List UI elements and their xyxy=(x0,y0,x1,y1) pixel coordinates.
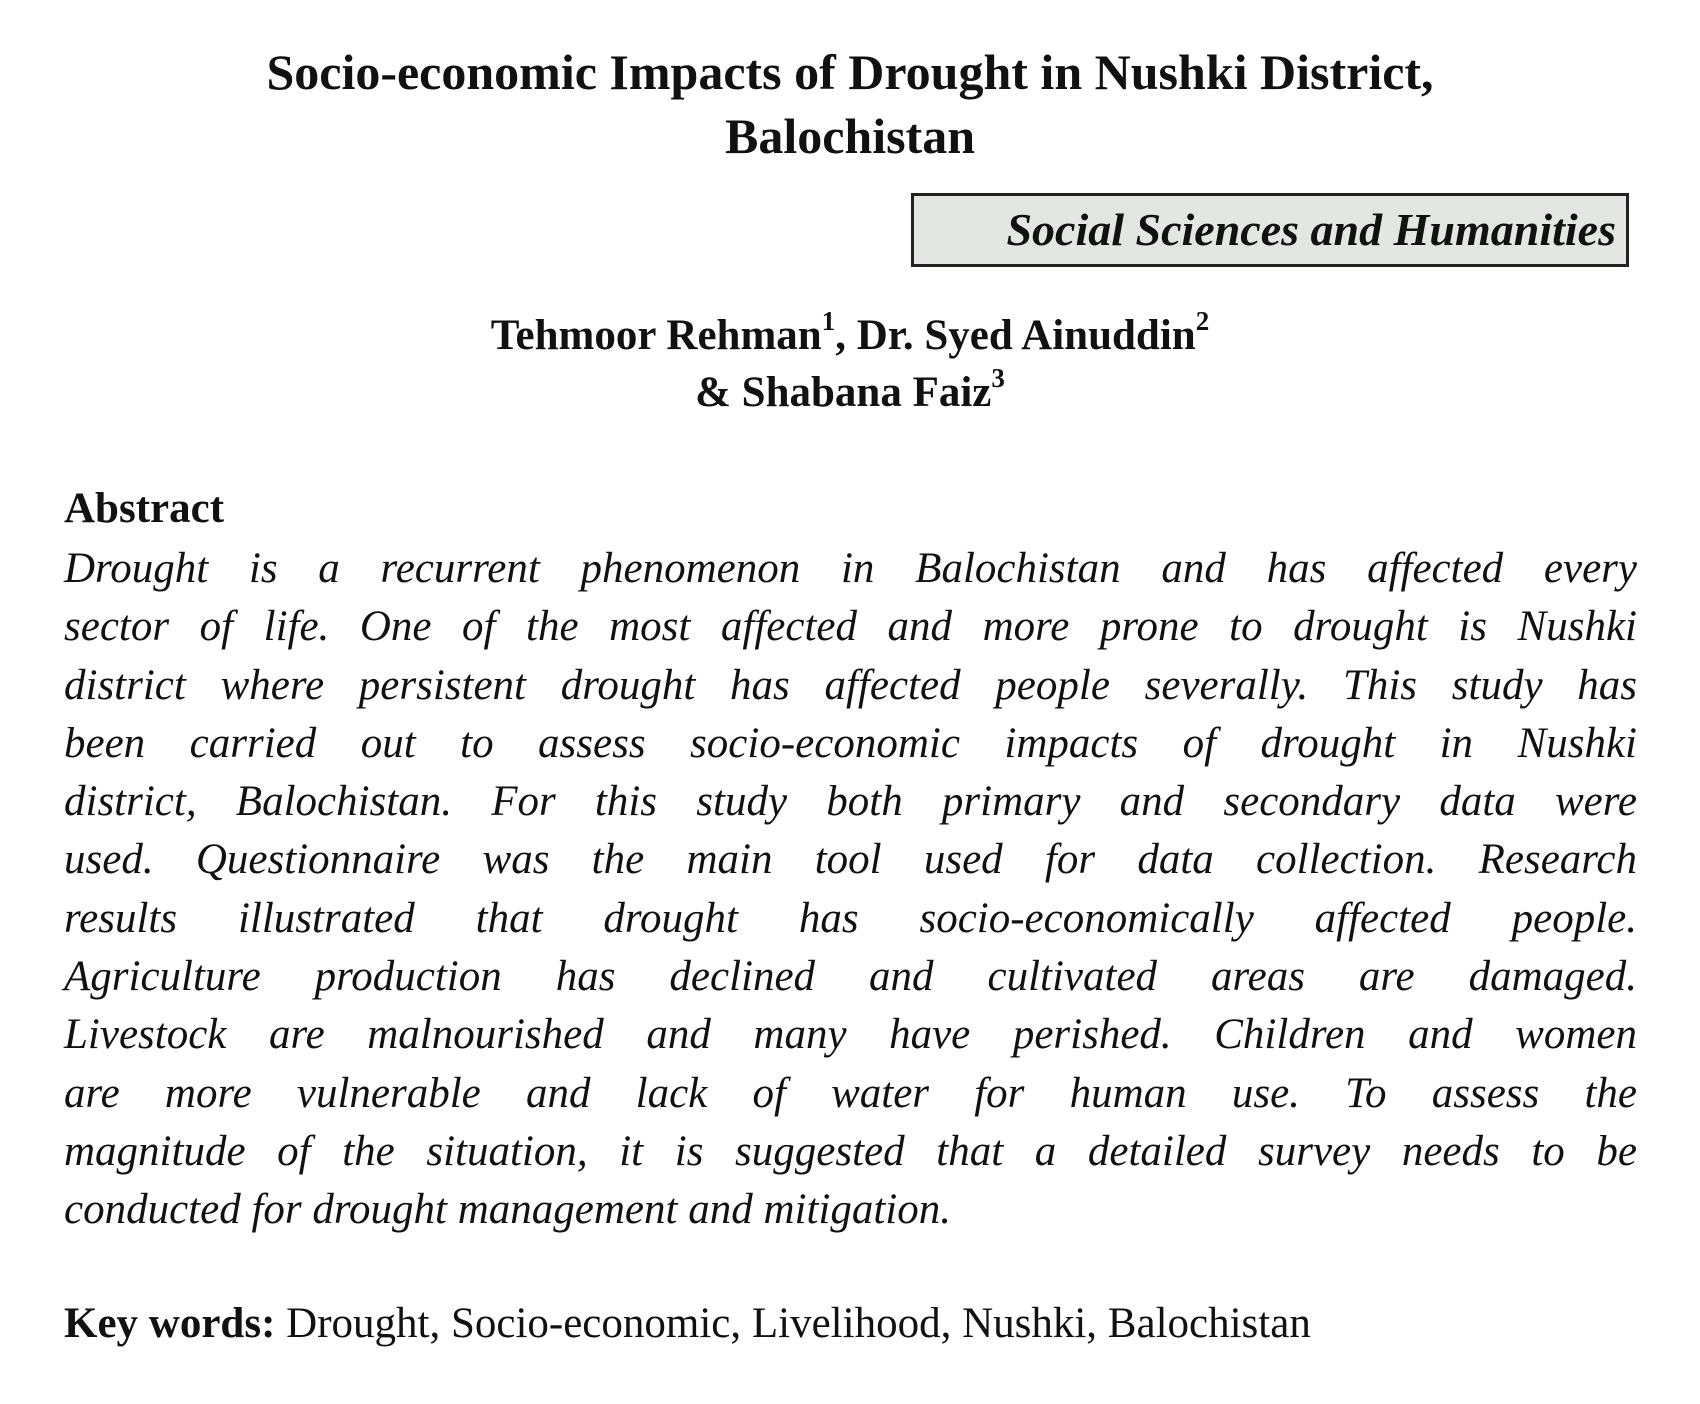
author-affiliation-2: 2 xyxy=(1195,305,1210,336)
keywords-label: Key words: xyxy=(64,1300,276,1347)
abstract-line: Agriculture production has declined and cultivated areas are damaged. xyxy=(64,953,1637,1001)
author-separator: , xyxy=(835,312,857,359)
abstract-line: results illustrated that drought has socio-economically affected people. xyxy=(64,894,1637,942)
abstract-heading: Abstract xyxy=(64,485,225,532)
abstract-line: used. Questionnaire was the main tool used for data collection. Research xyxy=(64,836,1637,884)
abstract-line: district, Balochistan. For this study both primary and secondary data were xyxy=(64,778,1637,826)
paper-title-line-2: Balochistan xyxy=(724,108,976,164)
section-label: Social Sciences and Humanities xyxy=(1006,204,1616,255)
abstract-line: Livestock are malnourished and many have perished. Children and women xyxy=(64,1011,1637,1059)
keywords-text: Drought, Socio-economic, Livelihood, Nushki, Balochistan xyxy=(275,1300,1311,1347)
author-affiliation-3: 3 xyxy=(991,362,1005,393)
section-label-box xyxy=(911,193,1629,267)
paper-title xyxy=(0,40,1700,168)
keywords xyxy=(64,1296,1311,1352)
abstract-line: magnitude of the situation, it is suggested that a detailed survey needs to be xyxy=(64,1127,1637,1175)
abstract-line: been carried out to assess socio-economic impacts of drought in Nushki xyxy=(64,719,1637,767)
author-line-1 xyxy=(0,307,1700,364)
author-name-2: Dr. Syed Ainuddin xyxy=(856,312,1196,359)
abstract-line: district where persistent drought has affected people severally. This study has xyxy=(64,661,1637,709)
author-list xyxy=(0,307,1700,421)
abstract-line: sector of life. One of the most affected and more prone to drought is Nushki xyxy=(64,603,1637,651)
abstract-line: conducted for drought management and mitigation. xyxy=(64,1186,951,1234)
abstract-line: are more vulnerable and lack of water for human use. To assess the xyxy=(64,1069,1637,1117)
abstract-line: Drought is a recurrent phenomenon in Balochistan and has affected every xyxy=(64,545,1637,592)
author-affiliation-1: 1 xyxy=(821,305,836,336)
abstract-body xyxy=(64,540,1637,1240)
paper-title-line-1: Socio-economic Impacts of Drought in Nushki District, xyxy=(266,44,1434,100)
author-ampersand: & xyxy=(695,369,742,416)
author-name-3: Shabana Faiz xyxy=(741,369,992,416)
author-name-1: Tehmoor Rehman xyxy=(490,312,822,359)
author-line-2 xyxy=(0,364,1700,421)
